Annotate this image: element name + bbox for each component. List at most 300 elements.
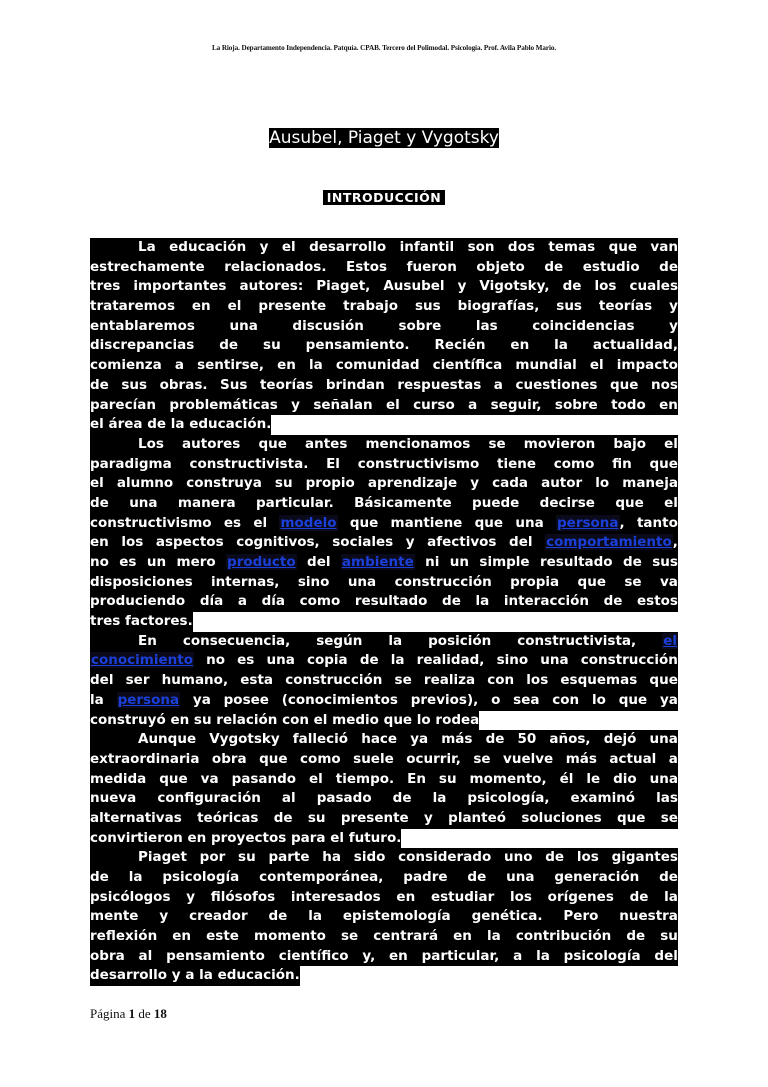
word: a bbox=[668, 750, 678, 767]
word: nueva bbox=[90, 790, 137, 807]
word-with-link bbox=[117, 691, 181, 711]
page-header: La Rioja. Departamento Independencia. Patquía. CPAB. Tercero del Polimodal. Psicología. Prof. Avila Pablo Mario. bbox=[211, 44, 557, 52]
word: nos bbox=[650, 376, 678, 393]
hyperlink[interactable]: modelo bbox=[280, 514, 337, 531]
word: no bbox=[90, 554, 109, 570]
word: más bbox=[565, 750, 597, 767]
word: tiempo. bbox=[335, 770, 395, 787]
footer-prefix: Página bbox=[90, 1006, 126, 1021]
word: y bbox=[259, 239, 269, 255]
word: sus bbox=[556, 298, 582, 315]
text-line bbox=[90, 376, 678, 396]
word: los bbox=[510, 888, 532, 905]
text-line bbox=[90, 927, 678, 947]
word: con bbox=[552, 691, 580, 708]
text-line bbox=[90, 730, 678, 750]
word: una bbox=[506, 869, 535, 885]
word: estudio bbox=[582, 258, 640, 275]
word: educación. bbox=[189, 416, 272, 433]
word: resultado bbox=[354, 593, 428, 610]
word: que bbox=[615, 494, 644, 511]
word: problemáticas bbox=[169, 396, 278, 413]
text-line bbox=[90, 770, 678, 790]
word: En bbox=[407, 770, 426, 787]
word: de bbox=[442, 593, 461, 610]
word: fueron bbox=[406, 258, 457, 275]
word: realidad, bbox=[416, 652, 485, 669]
word: el bbox=[90, 416, 104, 433]
word: construcción bbox=[580, 652, 678, 669]
word: la bbox=[388, 632, 403, 649]
word: el bbox=[281, 239, 296, 255]
word: orígenes bbox=[547, 888, 614, 905]
word: el bbox=[227, 298, 242, 315]
word: en bbox=[277, 357, 296, 374]
word: una bbox=[229, 317, 258, 334]
word: una bbox=[515, 514, 544, 531]
text-line bbox=[90, 868, 678, 888]
word: que bbox=[258, 435, 287, 452]
word: aprendizaje bbox=[367, 475, 458, 492]
word: de bbox=[545, 849, 565, 866]
word: previos), bbox=[410, 691, 479, 708]
word: de bbox=[359, 652, 379, 669]
word: es bbox=[237, 652, 255, 669]
word: dejó bbox=[603, 731, 637, 748]
word: y bbox=[669, 298, 678, 315]
word: su bbox=[660, 928, 678, 945]
word: se bbox=[488, 435, 506, 452]
paragraph bbox=[90, 730, 678, 848]
word: las bbox=[656, 790, 678, 807]
word: se bbox=[341, 928, 359, 945]
word: una bbox=[649, 731, 678, 748]
word: las bbox=[475, 317, 498, 334]
word: señalan bbox=[313, 396, 373, 413]
word: de bbox=[562, 278, 582, 295]
word-with-link bbox=[341, 553, 415, 573]
word: de bbox=[622, 554, 642, 570]
text-line-content bbox=[90, 711, 479, 731]
word: una bbox=[540, 652, 569, 669]
word: alumno bbox=[116, 475, 174, 492]
word: la bbox=[432, 790, 447, 807]
word: En bbox=[138, 632, 157, 649]
word: en bbox=[510, 337, 530, 354]
word: psicología, bbox=[467, 790, 550, 807]
word: desarrollo bbox=[309, 239, 387, 255]
word: o bbox=[491, 691, 501, 708]
word-with-link bbox=[90, 651, 194, 671]
document-body bbox=[90, 238, 678, 986]
word: de bbox=[392, 790, 412, 807]
document-title bbox=[0, 128, 768, 148]
footer-total-pages: 18 bbox=[153, 1006, 167, 1021]
word: según bbox=[316, 632, 363, 649]
word: propia bbox=[510, 573, 560, 590]
word: mente bbox=[90, 908, 139, 925]
word: los bbox=[121, 534, 144, 551]
word: de bbox=[659, 258, 678, 275]
word: ni bbox=[425, 554, 440, 570]
word: dio bbox=[613, 770, 637, 787]
word: considerado bbox=[398, 849, 492, 866]
footer-current-page: 1 bbox=[128, 1006, 136, 1021]
word: realiza bbox=[423, 672, 476, 689]
text-line bbox=[90, 494, 678, 514]
word: factores. bbox=[125, 613, 193, 630]
word: su bbox=[274, 475, 293, 492]
word: de bbox=[219, 337, 239, 354]
word: que bbox=[349, 514, 379, 531]
text-line-content bbox=[90, 415, 271, 435]
word: importantes bbox=[133, 278, 227, 295]
word: rodea bbox=[435, 711, 480, 728]
word: sido bbox=[353, 849, 386, 866]
text-line bbox=[90, 514, 678, 534]
word: respuestas bbox=[397, 376, 482, 393]
word: presente bbox=[258, 298, 327, 315]
word: no bbox=[206, 652, 226, 669]
text-line bbox=[90, 966, 678, 986]
word: de bbox=[268, 908, 288, 925]
text-line bbox=[90, 455, 678, 475]
word: una bbox=[649, 770, 678, 787]
word: Recién bbox=[434, 337, 486, 354]
word: en bbox=[659, 396, 678, 413]
text-line bbox=[90, 336, 678, 356]
word: lo bbox=[595, 475, 610, 492]
word: el bbox=[330, 829, 345, 846]
word: de bbox=[467, 869, 487, 885]
word: y bbox=[186, 888, 196, 905]
word: esquemas bbox=[560, 672, 638, 689]
word: la bbox=[554, 337, 568, 354]
word: en bbox=[389, 947, 408, 964]
word: y bbox=[291, 396, 300, 413]
word: los bbox=[594, 278, 617, 295]
text-line bbox=[90, 297, 678, 317]
word: y bbox=[669, 317, 678, 334]
word: en bbox=[453, 928, 472, 945]
word: pensamiento bbox=[166, 947, 265, 964]
word: psicología bbox=[162, 869, 240, 885]
word: que bbox=[474, 514, 504, 531]
word: contribución bbox=[515, 928, 612, 945]
word: El bbox=[326, 455, 340, 472]
text-line bbox=[90, 356, 678, 376]
word: comienza bbox=[90, 357, 162, 374]
word: convirtieron bbox=[90, 829, 183, 846]
word: con bbox=[487, 672, 515, 689]
word: Vygotsky bbox=[209, 731, 280, 748]
word: el bbox=[253, 514, 268, 531]
word: particular. bbox=[255, 494, 334, 511]
word: este bbox=[206, 928, 239, 945]
word: lo bbox=[416, 711, 431, 728]
word: obra bbox=[211, 750, 247, 767]
word: Pero bbox=[563, 908, 599, 925]
word: con bbox=[282, 711, 309, 728]
word: la bbox=[128, 869, 143, 885]
hyperlink[interactable]: conocimiento bbox=[91, 652, 193, 669]
word: Básicamente bbox=[354, 494, 452, 511]
word: teorías bbox=[259, 376, 314, 393]
word: una bbox=[347, 573, 377, 590]
word: falleció bbox=[292, 731, 349, 748]
text-line bbox=[90, 533, 678, 553]
word: el bbox=[90, 475, 104, 492]
word: disposiciones bbox=[90, 573, 193, 590]
word: pensamiento. bbox=[305, 337, 410, 354]
word: sus bbox=[652, 554, 678, 570]
word: que bbox=[259, 750, 288, 767]
word: entablaremos bbox=[90, 317, 195, 334]
word: seguir, bbox=[490, 396, 542, 413]
word: su bbox=[263, 337, 281, 354]
text-line bbox=[90, 809, 678, 829]
word: y bbox=[470, 475, 480, 492]
word: día bbox=[199, 593, 224, 610]
word: trabajo bbox=[343, 298, 399, 315]
word: estos bbox=[637, 593, 678, 610]
hyperlink[interactable]: producto bbox=[227, 554, 296, 570]
word: mero bbox=[176, 554, 216, 570]
word: la bbox=[664, 888, 678, 905]
text-line bbox=[90, 474, 678, 494]
word: en bbox=[191, 298, 211, 315]
word: mantiene bbox=[390, 514, 463, 531]
word: es bbox=[223, 514, 242, 531]
word: va bbox=[200, 770, 219, 787]
word: a bbox=[513, 947, 523, 964]
word: estudiar bbox=[430, 888, 495, 905]
word: años, bbox=[549, 731, 591, 748]
word: proyectos bbox=[210, 829, 287, 846]
word: área bbox=[108, 416, 143, 433]
word: científico bbox=[278, 947, 349, 964]
word: Aunque bbox=[138, 731, 197, 748]
text-line bbox=[90, 238, 678, 258]
word: de bbox=[629, 888, 649, 905]
word: uno bbox=[504, 849, 533, 866]
paragraph bbox=[90, 238, 678, 435]
word: el bbox=[664, 494, 678, 511]
word: Los bbox=[138, 435, 164, 452]
word: un bbox=[449, 554, 470, 570]
word: parecían bbox=[90, 396, 156, 413]
word: planteó bbox=[448, 809, 507, 826]
word: que bbox=[159, 770, 188, 787]
word: consecuencia, bbox=[182, 632, 291, 649]
word: la bbox=[170, 416, 185, 433]
word: a bbox=[468, 396, 478, 413]
word: impacto bbox=[616, 357, 678, 374]
word: y bbox=[171, 967, 181, 984]
word: manera bbox=[177, 494, 236, 511]
word: su bbox=[193, 711, 212, 728]
word: más bbox=[441, 731, 473, 748]
word: psicólogos bbox=[90, 888, 171, 905]
word: configuración bbox=[157, 790, 261, 807]
word: que bbox=[577, 573, 606, 590]
word: a bbox=[174, 357, 184, 374]
word: el bbox=[385, 396, 400, 413]
word: internas, bbox=[211, 573, 280, 590]
text-line bbox=[90, 435, 678, 455]
word: su bbox=[238, 849, 256, 866]
word: filósofos bbox=[210, 888, 276, 905]
word: soluciones bbox=[521, 809, 602, 826]
word: que bbox=[649, 455, 678, 472]
word: creador bbox=[189, 908, 248, 925]
word: al bbox=[281, 790, 296, 807]
word: mundial bbox=[515, 357, 577, 374]
word: se bbox=[624, 573, 642, 590]
word: teóricas bbox=[197, 809, 259, 826]
word: maneja bbox=[622, 475, 678, 492]
word: sea bbox=[513, 691, 540, 708]
word: posee bbox=[223, 691, 269, 708]
word: del bbox=[654, 947, 678, 964]
text-line bbox=[90, 317, 678, 337]
word: un bbox=[146, 554, 167, 570]
hyperlink[interactable]: persona bbox=[117, 691, 180, 708]
word: examinó bbox=[570, 790, 636, 807]
word: al bbox=[138, 947, 153, 964]
word: autor bbox=[541, 475, 583, 492]
word: a bbox=[185, 967, 195, 984]
hyperlink[interactable]: el bbox=[663, 632, 677, 649]
word: que bbox=[608, 239, 637, 255]
hyperlink[interactable]: ambiente bbox=[341, 554, 414, 570]
word: sus bbox=[414, 298, 441, 315]
word: cuestiones bbox=[515, 376, 598, 393]
word: su bbox=[438, 770, 457, 787]
word: fin bbox=[612, 455, 632, 472]
word: humano, bbox=[161, 672, 229, 689]
word: a bbox=[493, 376, 503, 393]
word: su bbox=[307, 809, 326, 826]
text-line bbox=[90, 829, 678, 849]
word: una bbox=[266, 652, 295, 669]
word: genética. bbox=[471, 908, 543, 925]
word: obra bbox=[90, 947, 125, 964]
word: obras. bbox=[159, 376, 208, 393]
word: alternativas bbox=[90, 809, 182, 826]
word: pasando bbox=[231, 770, 297, 787]
word: de bbox=[90, 376, 109, 393]
word: se bbox=[473, 750, 491, 767]
text-line bbox=[90, 396, 678, 416]
word: epistemología bbox=[342, 908, 451, 925]
word: padre bbox=[403, 869, 448, 885]
word: reflexión bbox=[90, 928, 158, 945]
word: ha bbox=[322, 849, 342, 866]
word: científica bbox=[432, 357, 503, 374]
word: puede bbox=[472, 494, 520, 511]
word: cuales bbox=[629, 278, 678, 295]
word: generación bbox=[554, 869, 640, 885]
word: construya bbox=[186, 475, 262, 492]
word: movieron bbox=[523, 435, 596, 452]
word: todo bbox=[611, 396, 646, 413]
text-line bbox=[90, 711, 678, 731]
word: día bbox=[261, 593, 285, 610]
text-line bbox=[90, 691, 678, 711]
hyperlink[interactable]: comportamiento bbox=[546, 534, 672, 551]
word: la bbox=[390, 652, 405, 669]
word: desarrollo bbox=[90, 967, 168, 984]
word: el bbox=[664, 435, 678, 452]
word: la bbox=[90, 691, 104, 708]
word: de bbox=[544, 258, 564, 275]
text-line bbox=[90, 258, 678, 278]
word: Sus bbox=[220, 376, 248, 393]
word: nuestra bbox=[619, 908, 678, 925]
word: tres bbox=[90, 613, 121, 630]
word: de bbox=[90, 494, 109, 511]
word: que bbox=[609, 376, 639, 393]
word: de bbox=[90, 869, 109, 885]
word: del bbox=[307, 554, 331, 570]
word: ya bbox=[192, 691, 211, 708]
word: de bbox=[147, 416, 167, 433]
word: momento, bbox=[469, 770, 547, 787]
word: contemporánea, bbox=[259, 869, 384, 885]
text-line bbox=[90, 573, 678, 593]
word: decirse bbox=[539, 494, 595, 511]
word: y bbox=[159, 908, 169, 925]
word: ya bbox=[410, 731, 429, 748]
word: en bbox=[396, 888, 416, 905]
word: parte bbox=[268, 849, 310, 866]
word: sentirse, bbox=[197, 357, 264, 374]
word: antes bbox=[305, 435, 348, 452]
word: sino bbox=[496, 652, 529, 669]
word-with-link bbox=[662, 632, 678, 652]
word: en bbox=[187, 829, 207, 846]
word: y bbox=[457, 278, 467, 295]
page-footer bbox=[90, 1006, 167, 1022]
word: coincidencias bbox=[532, 317, 635, 334]
word: gigantes bbox=[611, 849, 678, 866]
word: produciendo bbox=[90, 593, 186, 610]
word: y bbox=[424, 809, 433, 826]
word: de bbox=[626, 928, 646, 945]
word: tres bbox=[90, 278, 121, 295]
word: de bbox=[659, 869, 678, 885]
word: interesados bbox=[290, 888, 381, 905]
hyperlink[interactable]: persona bbox=[557, 514, 619, 531]
word: teorías bbox=[598, 298, 653, 315]
word: medida bbox=[90, 770, 147, 787]
word: va bbox=[660, 573, 678, 590]
word: discrepancias bbox=[90, 337, 195, 354]
word: comunidad bbox=[335, 357, 420, 374]
word: relacionados. bbox=[224, 258, 327, 275]
word: la bbox=[475, 593, 490, 610]
word: temas bbox=[548, 239, 596, 255]
word: ser bbox=[125, 672, 150, 689]
paragraph bbox=[90, 848, 678, 986]
text-line-content bbox=[90, 612, 193, 632]
word: ya bbox=[659, 691, 678, 708]
word: son bbox=[467, 239, 495, 255]
word: sobre bbox=[554, 396, 598, 413]
word: el bbox=[309, 770, 323, 787]
word: que bbox=[616, 809, 646, 826]
